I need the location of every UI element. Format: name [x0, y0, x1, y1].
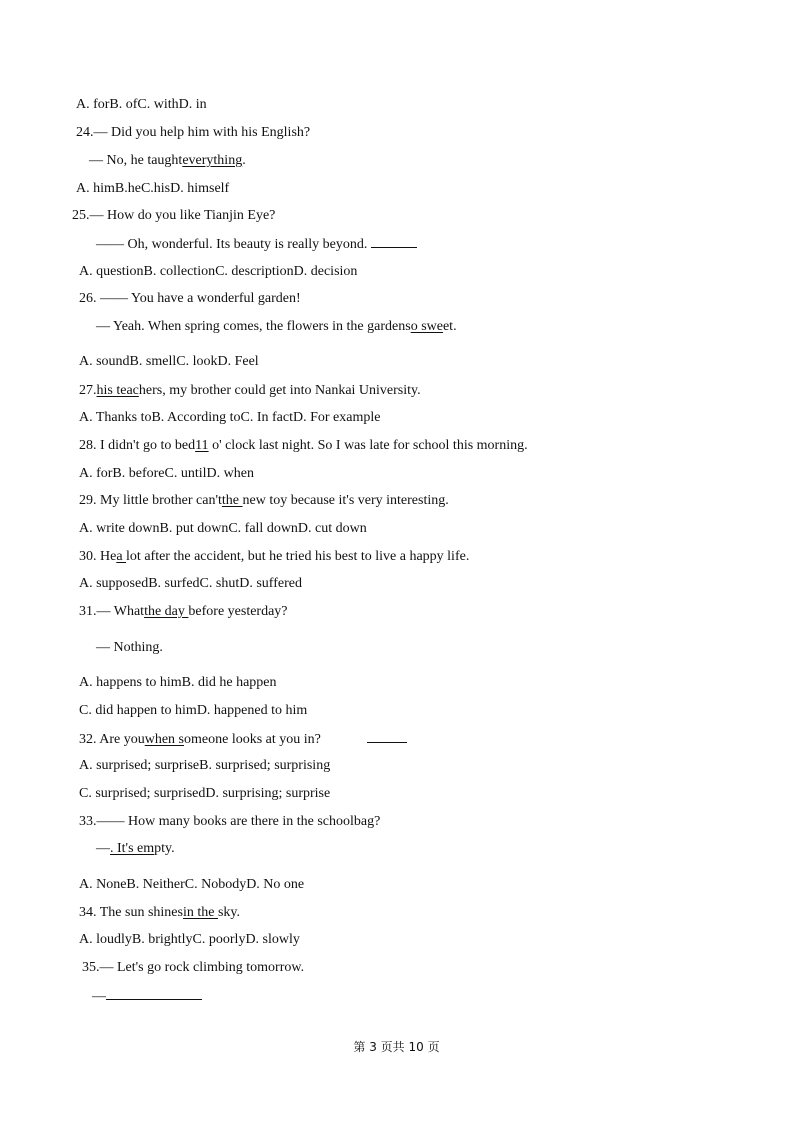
text-run: new toy because it's very interesting. [242, 493, 449, 508]
underlined-text: everything [182, 153, 243, 168]
q25-options: A. questionB. collectionC. descriptionD. decision [79, 264, 358, 279]
underlined-text: his teac [96, 383, 139, 398]
q27-options: A. Thanks toB. According toC. In factD. For example [79, 410, 381, 425]
underlined-text: when s [144, 732, 184, 747]
text-run: pty. [154, 841, 175, 856]
underlined-text: the day [144, 604, 189, 619]
text-run: sky. [217, 905, 241, 920]
q32-options-cd: C. surprised; surprisedD. surprising; surprise [79, 786, 331, 801]
q30-options: A. supposedB. surfedC. shutD. suffered [79, 576, 302, 591]
text-run: 27. [79, 383, 97, 398]
text-run: . [242, 153, 246, 168]
text-run: omeone looks at you in? [184, 732, 321, 747]
q24-options: A. himB.heC.hisD. himself [76, 181, 230, 196]
text-run: lot after the accident, but he tried his best to live a happy life. [126, 549, 470, 564]
underlined-text: a [116, 549, 127, 564]
q34-question [79, 904, 240, 922]
q30-question [79, 548, 469, 566]
q26-options: A. soundB. smellC. lookD. Feel [79, 354, 259, 369]
page-number-footer: 第 3 页共 10 页 [353, 1040, 440, 1054]
q23-options: A. forB. ofC. withD. in [76, 97, 207, 112]
q29-options: A. write downB. put downC. fall downD. cut down [79, 521, 367, 536]
text-run: 32. Are you [79, 732, 145, 747]
text-run: et. [442, 319, 457, 334]
text-run: hers, my brother could get into Nankai University. [138, 383, 421, 398]
q34-options: A. loudlyB. brightlyC. poorlyD. slowly [79, 932, 300, 947]
text-run: o' clock last night. So I was late for school this morning. [208, 438, 528, 453]
q31-answer: — Nothing. [96, 640, 163, 655]
q25-answer [96, 235, 417, 254]
q32-options-ab: A. surprised; surpriseB. surprised; surprising [79, 758, 331, 773]
q31-options-cd: C. did happen to himD. happened to him [79, 703, 308, 718]
q33-question: 33.—— How many books are there in the schoolbag? [79, 814, 381, 829]
q31-options-ab: A. happens to himB. did he happen [79, 675, 277, 690]
q24-answer [89, 152, 246, 170]
q33-answer [96, 840, 175, 858]
q26-answer [96, 318, 457, 336]
text-run: 29. My little brother can't [79, 493, 222, 508]
q26-question: 26. —— You have a wonderful garden! [79, 291, 301, 306]
q28-question [79, 437, 528, 455]
q29-question [79, 492, 449, 510]
text-run: 30. He [79, 549, 117, 564]
q24-question: 24.— Did you help him with his English? [76, 125, 311, 140]
text-run: 34. The sun shines [79, 905, 183, 920]
text-run: — [96, 841, 110, 856]
text-run: 31.— What [79, 604, 145, 619]
text-run: 28. I didn't go to bed [79, 438, 196, 453]
q35-answer [92, 987, 202, 1006]
q32-question [79, 730, 407, 749]
q28-options: A. forB. beforeC. untilD. when [79, 466, 254, 481]
underlined-text: the [221, 493, 243, 508]
q25-question: 25.— How do you like Tianjin Eye? [72, 208, 276, 223]
text-run: before yesterday? [188, 604, 288, 619]
text-run: — Yeah. When spring comes, the flowers in the gardens [96, 319, 411, 334]
underlined-text: in the [182, 905, 218, 920]
text-run: — [92, 989, 106, 1004]
answer-blank [367, 730, 407, 743]
underlined-text: . It's em [110, 841, 155, 856]
q33-options: A. NoneB. NeitherC. NobodyD. No one [79, 877, 305, 892]
q31-question [79, 603, 288, 621]
q35-question: 35.— Let's go rock climbing tomorrow. [82, 960, 305, 975]
answer-blank [106, 987, 202, 1000]
underlined-text: o swe [410, 319, 443, 334]
q27-question [79, 382, 421, 400]
text-run: — No, he taught [89, 153, 183, 168]
text-run: —— Oh, wonderful. Its beauty is really beyond. [96, 237, 371, 252]
answer-blank [371, 235, 417, 248]
underlined-text: 11 [195, 438, 209, 453]
